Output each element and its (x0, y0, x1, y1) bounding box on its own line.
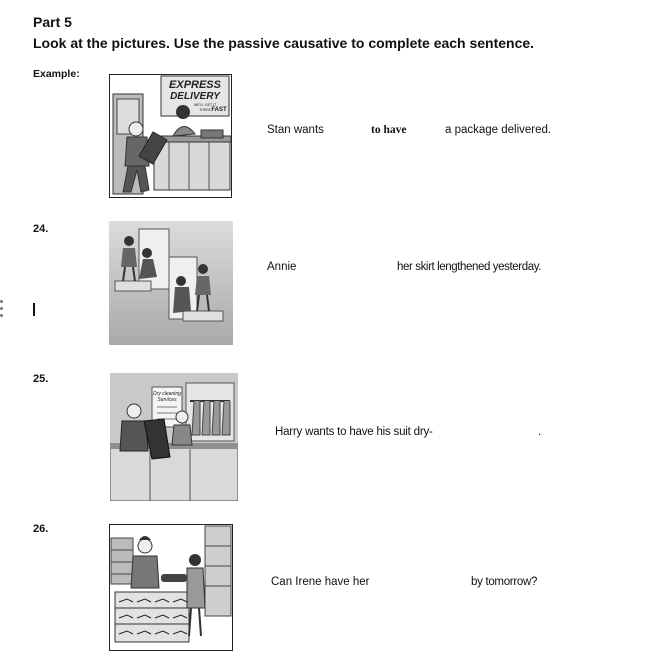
sign-small-text-2: THERE (199, 108, 211, 112)
dry-cleaning-sign-line2: Services (157, 397, 177, 403)
question-24-picture (109, 221, 233, 345)
sign-express-text: EXPRESS (169, 79, 221, 91)
example-sentence-end: a package delivered. (445, 124, 552, 136)
question-24-number: 24. (33, 223, 49, 235)
question-25-number: 25. (33, 373, 49, 385)
question-25-picture (110, 373, 238, 501)
instructions: Look at the pictures. Use the passive causative to complete each sentence. (33, 35, 535, 51)
question-26-sentence-end: by tomorrow? (471, 576, 538, 588)
example-picture (109, 74, 232, 198)
question-26-picture (109, 524, 233, 651)
drag-handle-icon[interactable] (0, 300, 6, 321)
question-25-sentence-start: Harry wants to have his suit dry- (275, 426, 433, 438)
part-title: Part 5 (33, 14, 72, 30)
sign-small-text-1: WE'LL GET IT (193, 103, 217, 107)
example-label: Example: (33, 68, 80, 80)
dry-cleaning-sign-line1: Dry cleaning (153, 391, 181, 397)
question-24-sentence-start: Annie (267, 261, 297, 273)
question-26-number: 26. (33, 523, 49, 535)
question-25-sentence-end: . (538, 426, 542, 438)
text-cursor (33, 303, 35, 316)
example-answer: to have (371, 124, 407, 136)
question-24-sentence-end: her skirt lengthened yesterday. (397, 261, 542, 273)
question-26-sentence-start: Can Irene have her (271, 576, 370, 588)
example-sentence-start: Stan wants (267, 124, 324, 136)
sign-delivery-text: DELIVERY (170, 91, 220, 102)
sign-fast-text: FAST (211, 107, 227, 113)
